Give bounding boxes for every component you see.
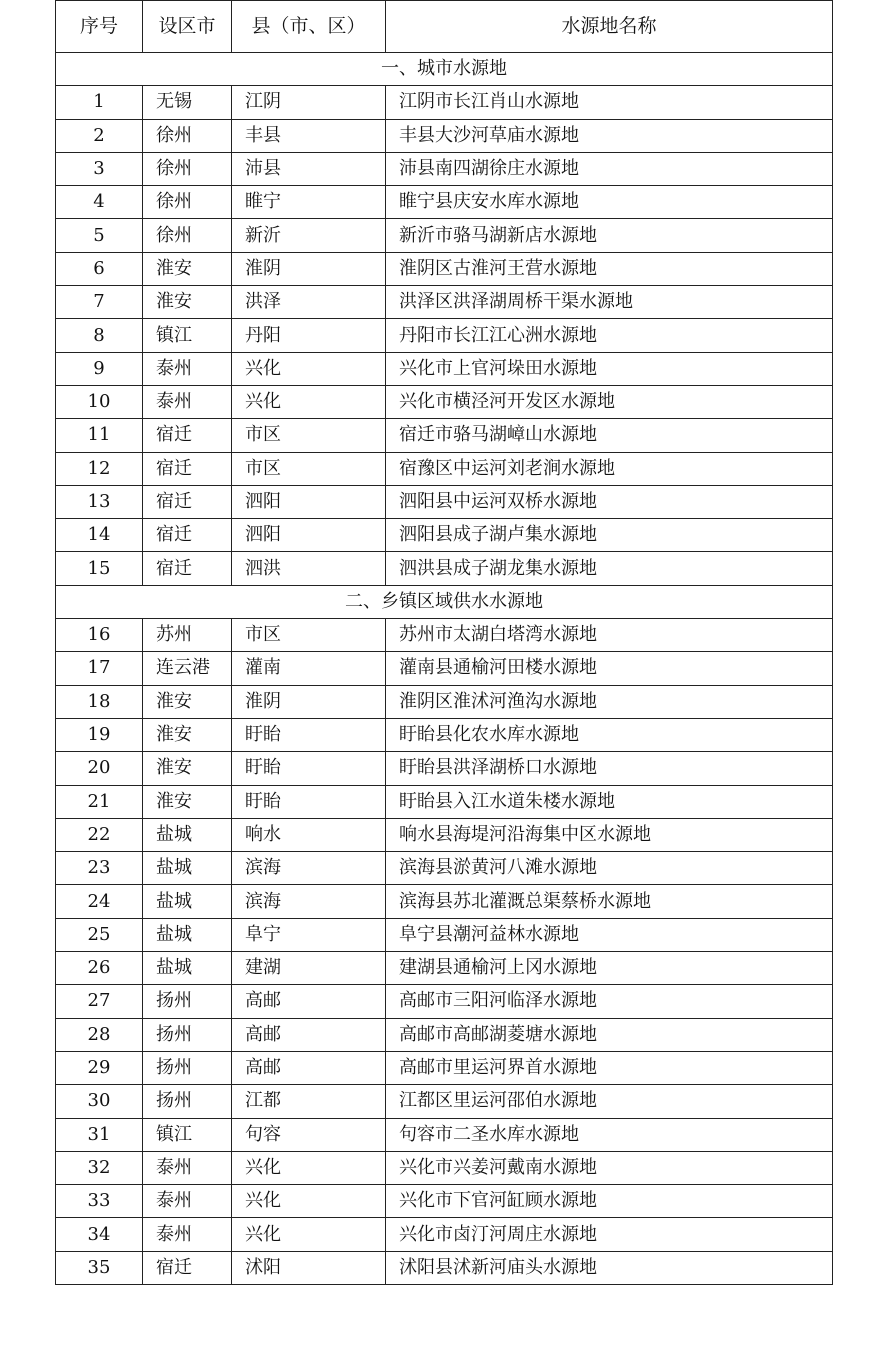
table-row bbox=[56, 385, 833, 418]
serial-number-cell: 16 bbox=[56, 619, 143, 652]
district-city-cell: 徐州 bbox=[143, 186, 232, 219]
table-row bbox=[56, 918, 833, 951]
source-name-cell: 盱眙县入江水道朱楼水源地 bbox=[386, 785, 833, 818]
county-cell: 丹阳 bbox=[232, 319, 386, 352]
source-name-cell: 丰县大沙河草庙水源地 bbox=[386, 119, 833, 152]
county-cell: 建湖 bbox=[232, 952, 386, 985]
source-name-cell: 盱眙县洪泽湖桥口水源地 bbox=[386, 752, 833, 785]
table-row bbox=[56, 1251, 833, 1284]
source-name-cell: 响水县海堤河沿海集中区水源地 bbox=[386, 818, 833, 851]
serial-number-cell: 8 bbox=[56, 319, 143, 352]
district-city-cell: 盐城 bbox=[143, 818, 232, 851]
district-city-cell: 宿迁 bbox=[143, 419, 232, 452]
serial-number-cell: 22 bbox=[56, 818, 143, 851]
serial-number-cell: 12 bbox=[56, 452, 143, 485]
section-heading-row bbox=[56, 585, 833, 618]
county-cell: 高邮 bbox=[232, 1051, 386, 1084]
serial-number-cell: 21 bbox=[56, 785, 143, 818]
source-name-cell: 泗洪县成子湖龙集水源地 bbox=[386, 552, 833, 585]
table-row bbox=[56, 186, 833, 219]
serial-number-cell: 19 bbox=[56, 718, 143, 751]
county-cell: 兴化 bbox=[232, 1185, 386, 1218]
district-city-cell: 淮安 bbox=[143, 785, 232, 818]
section-title: 二、乡镇区域供水水源地 bbox=[56, 585, 833, 618]
section-heading-row bbox=[56, 53, 833, 86]
table-row bbox=[56, 985, 833, 1018]
source-name-cell: 洪泽区洪泽湖周桥干渠水源地 bbox=[386, 286, 833, 319]
county-cell: 盱眙 bbox=[232, 718, 386, 751]
source-name-cell: 泗阳县中运河双桥水源地 bbox=[386, 485, 833, 518]
district-city-cell: 徐州 bbox=[143, 219, 232, 252]
county-cell: 阜宁 bbox=[232, 918, 386, 951]
table-row bbox=[56, 952, 833, 985]
source-name-cell: 兴化市卤汀河周庄水源地 bbox=[386, 1218, 833, 1251]
header-county: 县（市、区） bbox=[232, 1, 386, 53]
source-name-cell: 兴化市上官河垛田水源地 bbox=[386, 352, 833, 385]
serial-number-cell: 30 bbox=[56, 1085, 143, 1118]
serial-number-cell: 28 bbox=[56, 1018, 143, 1051]
table-row bbox=[56, 152, 833, 185]
table-row bbox=[56, 1218, 833, 1251]
serial-number-cell: 1 bbox=[56, 86, 143, 119]
source-name-cell: 淮阴区淮沭河渔沟水源地 bbox=[386, 685, 833, 718]
county-cell: 灌南 bbox=[232, 652, 386, 685]
source-name-cell: 沛县南四湖徐庄水源地 bbox=[386, 152, 833, 185]
table-row bbox=[56, 552, 833, 585]
table-row bbox=[56, 718, 833, 751]
serial-number-cell: 25 bbox=[56, 918, 143, 951]
serial-number-cell: 27 bbox=[56, 985, 143, 1018]
source-name-cell: 灌南县通榆河田楼水源地 bbox=[386, 652, 833, 685]
district-city-cell: 宿迁 bbox=[143, 485, 232, 518]
serial-number-cell: 14 bbox=[56, 519, 143, 552]
source-name-cell: 宿豫区中运河刘老涧水源地 bbox=[386, 452, 833, 485]
district-city-cell: 苏州 bbox=[143, 619, 232, 652]
serial-number-cell: 24 bbox=[56, 885, 143, 918]
serial-number-cell: 2 bbox=[56, 119, 143, 152]
serial-number-cell: 10 bbox=[56, 385, 143, 418]
district-city-cell: 淮安 bbox=[143, 685, 232, 718]
serial-number-cell: 4 bbox=[56, 186, 143, 219]
district-city-cell: 淮安 bbox=[143, 718, 232, 751]
serial-number-cell: 33 bbox=[56, 1185, 143, 1218]
district-city-cell: 宿迁 bbox=[143, 519, 232, 552]
district-city-cell: 盐城 bbox=[143, 952, 232, 985]
table-header bbox=[56, 1, 833, 53]
table-row bbox=[56, 1085, 833, 1118]
table-row bbox=[56, 352, 833, 385]
district-city-cell: 扬州 bbox=[143, 1051, 232, 1084]
serial-number-cell: 31 bbox=[56, 1118, 143, 1151]
district-city-cell: 盐城 bbox=[143, 852, 232, 885]
table-row bbox=[56, 1185, 833, 1218]
table-row bbox=[56, 785, 833, 818]
source-name-cell: 兴化市兴姜河戴南水源地 bbox=[386, 1151, 833, 1184]
source-name-cell: 兴化市下官河缸顾水源地 bbox=[386, 1185, 833, 1218]
district-city-cell: 盐城 bbox=[143, 918, 232, 951]
source-name-cell: 建湖县通榆河上冈水源地 bbox=[386, 952, 833, 985]
source-name-cell: 高邮市高邮湖菱塘水源地 bbox=[386, 1018, 833, 1051]
table-row bbox=[56, 685, 833, 718]
county-cell: 滨海 bbox=[232, 885, 386, 918]
district-city-cell: 宿迁 bbox=[143, 552, 232, 585]
source-name-cell: 盱眙县化农水库水源地 bbox=[386, 718, 833, 751]
source-name-cell: 滨海县淤黄河八滩水源地 bbox=[386, 852, 833, 885]
district-city-cell: 泰州 bbox=[143, 385, 232, 418]
table-row bbox=[56, 319, 833, 352]
county-cell: 淮阴 bbox=[232, 685, 386, 718]
district-city-cell: 泰州 bbox=[143, 1185, 232, 1218]
source-name-cell: 泗阳县成子湖卢集水源地 bbox=[386, 519, 833, 552]
district-city-cell: 镇江 bbox=[143, 1118, 232, 1151]
county-cell: 江都 bbox=[232, 1085, 386, 1118]
district-city-cell: 扬州 bbox=[143, 1018, 232, 1051]
county-cell: 市区 bbox=[232, 452, 386, 485]
source-name-cell: 新沂市骆马湖新店水源地 bbox=[386, 219, 833, 252]
source-name-cell: 丹阳市长江江心洲水源地 bbox=[386, 319, 833, 352]
source-name-cell: 高邮市里运河界首水源地 bbox=[386, 1051, 833, 1084]
district-city-cell: 宿迁 bbox=[143, 452, 232, 485]
district-city-cell: 徐州 bbox=[143, 152, 232, 185]
county-cell: 兴化 bbox=[232, 352, 386, 385]
serial-number-cell: 6 bbox=[56, 252, 143, 285]
county-cell: 市区 bbox=[232, 419, 386, 452]
county-cell: 淮阴 bbox=[232, 252, 386, 285]
header-row bbox=[56, 1, 833, 53]
district-city-cell: 连云港 bbox=[143, 652, 232, 685]
table-row bbox=[56, 286, 833, 319]
table-row bbox=[56, 419, 833, 452]
county-cell: 市区 bbox=[232, 619, 386, 652]
water-source-table bbox=[55, 0, 833, 1285]
table-row bbox=[56, 86, 833, 119]
table-row bbox=[56, 818, 833, 851]
serial-number-cell: 18 bbox=[56, 685, 143, 718]
header-serial-number: 序号 bbox=[56, 1, 143, 53]
county-cell: 兴化 bbox=[232, 1151, 386, 1184]
table-row bbox=[56, 1051, 833, 1084]
table-row bbox=[56, 1118, 833, 1151]
county-cell: 沭阳 bbox=[232, 1251, 386, 1284]
source-name-cell: 宿迁市骆马湖嶂山水源地 bbox=[386, 419, 833, 452]
table-row bbox=[56, 519, 833, 552]
district-city-cell: 无锡 bbox=[143, 86, 232, 119]
section-title: 一、城市水源地 bbox=[56, 53, 833, 86]
header-district-city: 设区市 bbox=[143, 1, 232, 53]
district-city-cell: 盐城 bbox=[143, 885, 232, 918]
source-name-cell: 睢宁县庆安水库水源地 bbox=[386, 186, 833, 219]
serial-number-cell: 17 bbox=[56, 652, 143, 685]
district-city-cell: 宿迁 bbox=[143, 1251, 232, 1284]
source-name-cell: 苏州市太湖白塔湾水源地 bbox=[386, 619, 833, 652]
county-cell: 盱眙 bbox=[232, 785, 386, 818]
district-city-cell: 镇江 bbox=[143, 319, 232, 352]
county-cell: 睢宁 bbox=[232, 186, 386, 219]
source-name-cell: 阜宁县潮河益林水源地 bbox=[386, 918, 833, 951]
source-name-cell: 淮阴区古淮河王营水源地 bbox=[386, 252, 833, 285]
county-cell: 句容 bbox=[232, 1118, 386, 1151]
county-cell: 兴化 bbox=[232, 1218, 386, 1251]
source-name-cell: 兴化市横泾河开发区水源地 bbox=[386, 385, 833, 418]
serial-number-cell: 23 bbox=[56, 852, 143, 885]
serial-number-cell: 34 bbox=[56, 1218, 143, 1251]
district-city-cell: 淮安 bbox=[143, 752, 232, 785]
table-row bbox=[56, 252, 833, 285]
serial-number-cell: 15 bbox=[56, 552, 143, 585]
county-cell: 江阴 bbox=[232, 86, 386, 119]
serial-number-cell: 13 bbox=[56, 485, 143, 518]
district-city-cell: 泰州 bbox=[143, 352, 232, 385]
table-row bbox=[56, 219, 833, 252]
table-row bbox=[56, 1018, 833, 1051]
source-name-cell: 句容市二圣水库水源地 bbox=[386, 1118, 833, 1151]
serial-number-cell: 5 bbox=[56, 219, 143, 252]
district-city-cell: 扬州 bbox=[143, 985, 232, 1018]
source-name-cell: 江都区里运河邵伯水源地 bbox=[386, 1085, 833, 1118]
district-city-cell: 淮安 bbox=[143, 286, 232, 319]
source-name-cell: 江阴市长江肖山水源地 bbox=[386, 86, 833, 119]
county-cell: 洪泽 bbox=[232, 286, 386, 319]
serial-number-cell: 11 bbox=[56, 419, 143, 452]
serial-number-cell: 32 bbox=[56, 1151, 143, 1184]
county-cell: 高邮 bbox=[232, 1018, 386, 1051]
county-cell: 响水 bbox=[232, 818, 386, 851]
district-city-cell: 淮安 bbox=[143, 252, 232, 285]
table-row bbox=[56, 752, 833, 785]
table-row bbox=[56, 485, 833, 518]
serial-number-cell: 3 bbox=[56, 152, 143, 185]
district-city-cell: 泰州 bbox=[143, 1218, 232, 1251]
serial-number-cell: 26 bbox=[56, 952, 143, 985]
serial-number-cell: 35 bbox=[56, 1251, 143, 1284]
county-cell: 新沂 bbox=[232, 219, 386, 252]
district-city-cell: 泰州 bbox=[143, 1151, 232, 1184]
source-name-cell: 高邮市三阳河临泽水源地 bbox=[386, 985, 833, 1018]
table-row bbox=[56, 852, 833, 885]
table-row bbox=[56, 619, 833, 652]
district-city-cell: 徐州 bbox=[143, 119, 232, 152]
serial-number-cell: 20 bbox=[56, 752, 143, 785]
table-row bbox=[56, 652, 833, 685]
county-cell: 滨海 bbox=[232, 852, 386, 885]
county-cell: 泗阳 bbox=[232, 519, 386, 552]
serial-number-cell: 29 bbox=[56, 1051, 143, 1084]
serial-number-cell: 7 bbox=[56, 286, 143, 319]
table-row bbox=[56, 1151, 833, 1184]
serial-number-cell: 9 bbox=[56, 352, 143, 385]
table-body bbox=[56, 53, 833, 1285]
county-cell: 沛县 bbox=[232, 152, 386, 185]
table-row bbox=[56, 119, 833, 152]
county-cell: 泗洪 bbox=[232, 552, 386, 585]
table-row bbox=[56, 885, 833, 918]
county-cell: 兴化 bbox=[232, 385, 386, 418]
table-row bbox=[56, 452, 833, 485]
county-cell: 盱眙 bbox=[232, 752, 386, 785]
source-name-cell: 沭阳县沭新河庙头水源地 bbox=[386, 1251, 833, 1284]
district-city-cell: 扬州 bbox=[143, 1085, 232, 1118]
county-cell: 丰县 bbox=[232, 119, 386, 152]
header-source-name: 水源地名称 bbox=[386, 1, 833, 53]
county-cell: 高邮 bbox=[232, 985, 386, 1018]
county-cell: 泗阳 bbox=[232, 485, 386, 518]
source-name-cell: 滨海县苏北灌溉总渠蔡桥水源地 bbox=[386, 885, 833, 918]
